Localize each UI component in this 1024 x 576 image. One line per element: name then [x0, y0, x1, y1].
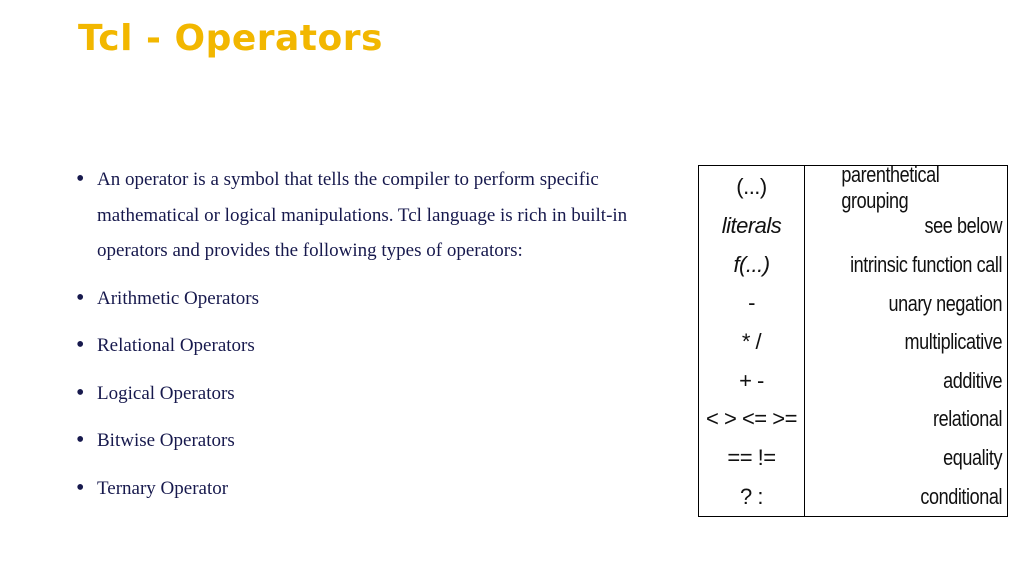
- bullet-dot-icon: •: [76, 427, 85, 453]
- operator-cell: * /: [741, 329, 762, 355]
- bullet-dot-icon: •: [76, 166, 85, 192]
- operator-cell: literals: [721, 213, 782, 238]
- description-cell: unary negation: [888, 290, 1003, 316]
- operator-cell: == !=: [727, 445, 776, 471]
- bullet-text: Bitwise Operators: [97, 430, 235, 451]
- description-cell: see below: [924, 213, 1003, 239]
- bullet-dot-icon: •: [76, 474, 85, 501]
- bullet-text: Ternary Operator: [97, 477, 229, 499]
- bullet-text: An operator is a symbol that tells the compiler to perform specific mathematical or logical manipulations. Tcl language is rich in built-in operators and provides the following types of operators:: [97, 169, 628, 261]
- operator-cell: + -: [739, 367, 764, 393]
- description-cell: conditional: [920, 483, 1003, 509]
- slide-title: Tcl - Operators: [78, 18, 383, 59]
- bullet-list: [74, 162, 699, 518]
- bullet-item-bitwise: [74, 423, 699, 459]
- operator-cell: ? :: [740, 483, 763, 509]
- bullet-dot-icon: •: [76, 379, 85, 406]
- bullet-item-logical: [74, 376, 699, 412]
- description-cell: relational: [932, 406, 1003, 432]
- description-column: [805, 161, 1007, 516]
- operator-cell: < > <= >=: [706, 406, 797, 432]
- bullet-dot-icon: •: [76, 284, 85, 311]
- operator-column: [699, 166, 805, 516]
- description-cell: equality: [943, 445, 1003, 471]
- bullet-text: Logical Operators: [97, 382, 235, 404]
- description-cell: intrinsic function call: [850, 252, 1003, 278]
- description-cell: parenthetical grouping: [841, 161, 940, 213]
- bullet-item-arithmetic: [74, 281, 699, 317]
- description-cell: multiplicative: [904, 329, 1003, 355]
- description-cell: additive: [943, 367, 1003, 393]
- bullet-text: Arithmetic Operators: [97, 287, 259, 309]
- operator-cell: f(...): [733, 251, 770, 277]
- bullet-item-ternary: [74, 471, 699, 507]
- operator-cell: (...): [736, 174, 767, 200]
- bullet-item-relational: [74, 328, 699, 364]
- bullet-item-intro: [74, 162, 699, 269]
- bullet-dot-icon: •: [76, 332, 85, 358]
- bullet-text: Relational Operators: [97, 335, 255, 356]
- operator-precedence-table: [698, 161, 1008, 517]
- operator-cell: -: [748, 290, 755, 316]
